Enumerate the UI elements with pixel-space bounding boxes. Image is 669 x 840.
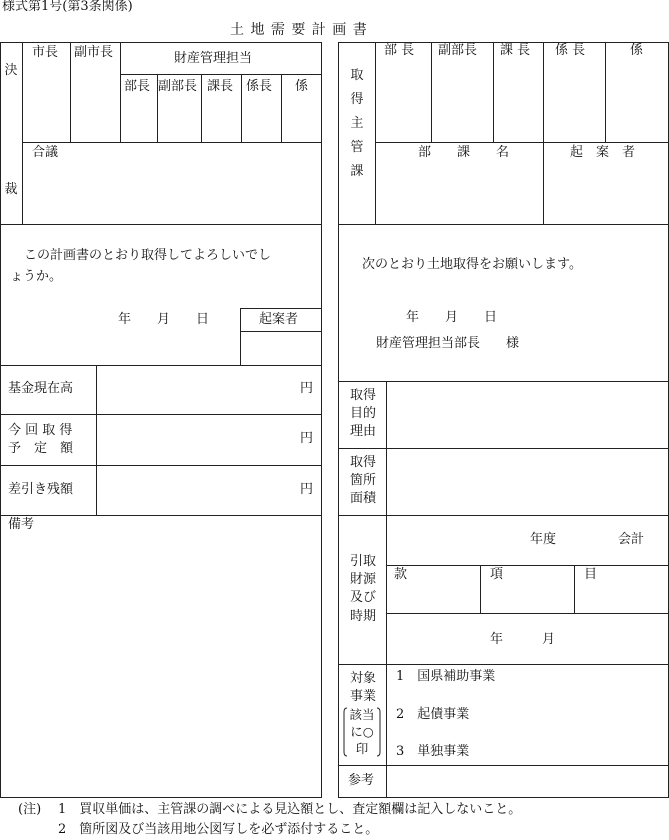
- funding-month-label: 年 月: [490, 632, 556, 647]
- left-date: 年 月 日: [118, 312, 210, 327]
- yen-label-1: 円: [300, 381, 314, 396]
- right-date: 年 月 日: [406, 310, 498, 325]
- page-title: 土 地 需 要 計 画 書: [230, 22, 368, 38]
- location-label: 取得 箇所 面積: [349, 455, 376, 507]
- reason-label: 取得 目的 理由: [349, 388, 376, 440]
- pm-role-bucho: 部長: [124, 79, 151, 94]
- planned-amount-label-2: 予 定 額: [8, 441, 74, 456]
- role-bucho: 部 長: [384, 43, 415, 58]
- addressee: 財産管理担当部長 様: [376, 336, 520, 351]
- fiscal-year-label: 年度: [530, 532, 557, 547]
- property-mgmt-label: 財産管理担当: [174, 51, 253, 66]
- vice-mayor-label: 副市長: [74, 45, 114, 60]
- request-text-line2: ょうか。: [10, 269, 63, 284]
- project-item-2: 2 起債事業: [396, 707, 470, 722]
- account-label: 会計: [618, 532, 645, 547]
- funding-label: 引取 財源 及び 時期: [349, 554, 376, 624]
- decision-label-bottom: 裁: [4, 182, 18, 197]
- pm-role-kakaricho: 係長: [246, 79, 273, 94]
- planned-amount-label-1: 今 回 取 得: [8, 423, 73, 438]
- kou-label: 項: [490, 567, 504, 582]
- dept-section-name-label: 部 課 名: [418, 145, 510, 160]
- request-text-line1: この計画書のとおり取得してよろしいでし: [24, 248, 272, 263]
- project-item-1: 1 国県補助事業: [396, 669, 496, 684]
- note-item-2: 2 箇所図及び当該用地公図写しを必ず添付すること。: [58, 822, 379, 837]
- role-kakari: 係: [630, 43, 644, 58]
- role-fukubucho: 副部長: [438, 43, 478, 58]
- target-project-label: 対象 事業: [349, 671, 376, 705]
- yen-label-3: 円: [300, 482, 314, 497]
- moku-label: 目: [584, 567, 598, 582]
- target-note-bracket: 該当 に○ 印: [342, 706, 382, 758]
- acquiring-dept-label: 取 得 主 管 課: [350, 68, 364, 180]
- mayor-label: 市長: [32, 45, 59, 60]
- reference-label: 参考: [348, 773, 375, 788]
- pm-role-fukubucho: 副部長: [158, 79, 198, 94]
- role-kakaricho: 係 長: [555, 43, 586, 58]
- pm-role-kacho: 課長: [207, 79, 234, 94]
- yen-label-2: 円: [300, 431, 314, 446]
- form-number: 様式第1号(第3条関係): [2, 0, 133, 14]
- remaining-label: 差引き残額: [8, 482, 74, 497]
- consult-label: 合議: [32, 145, 59, 160]
- remarks-label: 備考: [8, 517, 35, 532]
- drafter-label: 起案者: [259, 312, 299, 327]
- role-kacho: 課 長: [500, 43, 531, 58]
- decision-label: 決: [4, 63, 18, 78]
- project-item-3: 3 単独事業: [396, 744, 470, 759]
- note-item-1: 1 買収単価は、主管課の調べによる見込額とし、査定額欄は記入しないこと。: [58, 802, 522, 817]
- kan-label: 款: [394, 567, 408, 582]
- notes-label: (注): [18, 802, 42, 817]
- right-request-text: 次のとおり土地取得をお願いします。: [362, 257, 582, 272]
- pm-role-kakari: 係: [295, 79, 309, 94]
- right-drafter-label: 起 案 者: [570, 145, 636, 160]
- fund-balance-label: 基金現在高: [8, 381, 74, 396]
